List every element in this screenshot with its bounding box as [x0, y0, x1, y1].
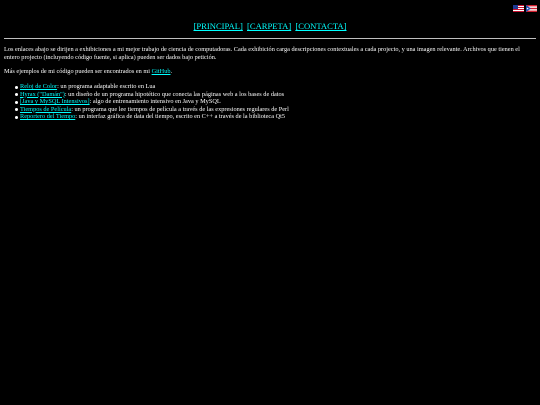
list-item	[20, 98, 289, 106]
project-desc: : un interfaz gráfica de data del tiempo, escrito en C++ a través de la biblioteca Qt5	[75, 113, 286, 121]
github-prefix: Más ejemplos de mi código pueden ser encontrados en mi	[4, 68, 152, 75]
github-paragraph	[4, 68, 534, 76]
project-list	[4, 83, 289, 121]
project-link-java-mysql[interactable]: [Java y MySQL Intensivos]	[20, 98, 90, 106]
github-link[interactable]: GitHub	[151, 68, 171, 75]
us-flag-icon[interactable]	[513, 5, 524, 12]
horizontal-rule	[4, 38, 536, 39]
list-item	[20, 91, 289, 99]
project-link-reloj-de-color[interactable]: Reloj de Color	[20, 83, 58, 90]
project-link-reportero-del-tiempo[interactable]: Reportero del Tiempo	[20, 113, 76, 121]
list-item	[20, 113, 289, 121]
github-suffix: .	[170, 68, 173, 75]
project-link-hyrax[interactable]: Hyrax ("Damán")	[20, 90, 65, 98]
project-desc: : un programa que lee tiempos de película a través de las expresiones regulares de Perl	[71, 105, 289, 113]
project-desc: : un programa adaptable escrito en Lua	[57, 83, 156, 90]
list-item	[20, 106, 289, 114]
main-nav	[0, 21, 540, 32]
nav-link-carpeta[interactable]: [CARPETA]	[247, 21, 292, 31]
list-item	[20, 83, 289, 91]
project-link-tiempos-de-pelicula[interactable]: Tiempos de Película	[20, 105, 72, 113]
puerto-rico-flag-icon[interactable]	[526, 5, 537, 12]
language-switcher	[513, 5, 537, 12]
nav-link-principal[interactable]: [PRINCIPAL]	[193, 21, 243, 31]
intro-paragraph: Los enlaces abajo se dirijen a exhibiciones a mi mejor trabajo de ciencia de computadoras. Cada exhibición carga descripciones contextuales a cada projecto, y una imagen relevante. Archivos que tienen el entero projecto (incluyendo código fuente, si aplica) pueden ser dados bajo petición.	[4, 46, 520, 61]
project-desc: : algo de entrenamiento intensivo en Java y MySQL	[89, 98, 221, 106]
project-desc: : un diseño de un programa hipotético que conecta las páginas web a los bases de datos	[64, 90, 285, 98]
nav-link-contacta[interactable]: [CONTACTA]	[295, 21, 347, 31]
